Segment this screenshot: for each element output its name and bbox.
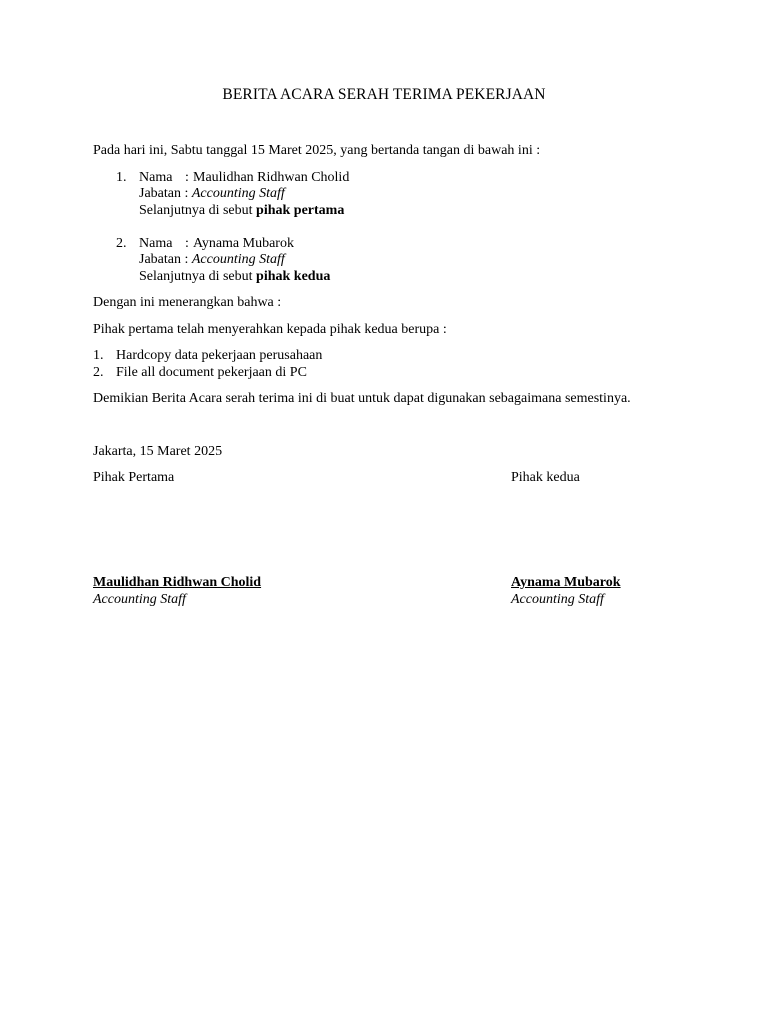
party-referred-line: [139, 203, 344, 220]
list-item-number: 1.: [93, 348, 104, 363]
party-position-line: [139, 252, 285, 269]
signature-name: Maulidhan Ridhwan Cholid: [93, 575, 262, 590]
list-item: File all document pekerjaan di PC: [116, 365, 307, 380]
closing-paragraph: Demikian Berita Acara serah terima ini di buat untuk dapat digunakan sebagaimana semestinya.: [93, 391, 631, 406]
party-name-separator: :: [185, 236, 189, 251]
party-name-label: Nama: [139, 170, 173, 185]
signature-role: Pihak Pertama: [93, 470, 175, 485]
signature-role: Pihak kedua: [511, 470, 580, 485]
handover-intro-paragraph: Pihak pertama telah menyerahkan kepada pihak kedua berupa :: [93, 322, 447, 337]
statement-paragraph: Dengan ini menerangkan bahwa :: [93, 295, 282, 310]
signature-position: Accounting Staff: [93, 592, 186, 607]
party-position-label: Jabatan :: [139, 252, 189, 267]
party-position-label: Jabatan :: [139, 186, 189, 201]
party-referred-prefix: Selanjutnya di sebut: [139, 203, 253, 218]
party-referred-line: [139, 269, 330, 286]
signature-position: Accounting Staff: [511, 592, 604, 607]
party-position: Accounting Staff: [191, 252, 285, 267]
list-item: Hardcopy data pekerjaan perusahaan: [116, 348, 323, 363]
intro-paragraph: Pada hari ini, Sabtu tanggal 15 Maret 2025, yang bertanda tangan di bawah ini :: [93, 143, 541, 158]
party-number: 1.: [116, 170, 127, 185]
document-title: BERITA ACARA SERAH TERIMA PEKERJAAN: [222, 86, 546, 103]
party-name-label: Nama: [139, 236, 173, 251]
party-number: 2.: [116, 236, 127, 251]
party-position: Accounting Staff: [191, 186, 285, 201]
party-referred-prefix: Selanjutnya di sebut: [139, 269, 253, 284]
party-referred-as: pihak pertama: [256, 203, 345, 218]
party-position-line: [139, 186, 285, 203]
place-date: Jakarta, 15 Maret 2025: [93, 444, 223, 459]
list-item-number: 2.: [93, 365, 104, 380]
party-name-separator: :: [185, 170, 189, 185]
signature-name: Aynama Mubarok: [511, 575, 621, 590]
party-referred-as: pihak kedua: [256, 269, 331, 284]
party-name: Maulidhan Ridhwan Cholid: [193, 170, 350, 185]
party-name: Aynama Mubarok: [193, 236, 294, 251]
